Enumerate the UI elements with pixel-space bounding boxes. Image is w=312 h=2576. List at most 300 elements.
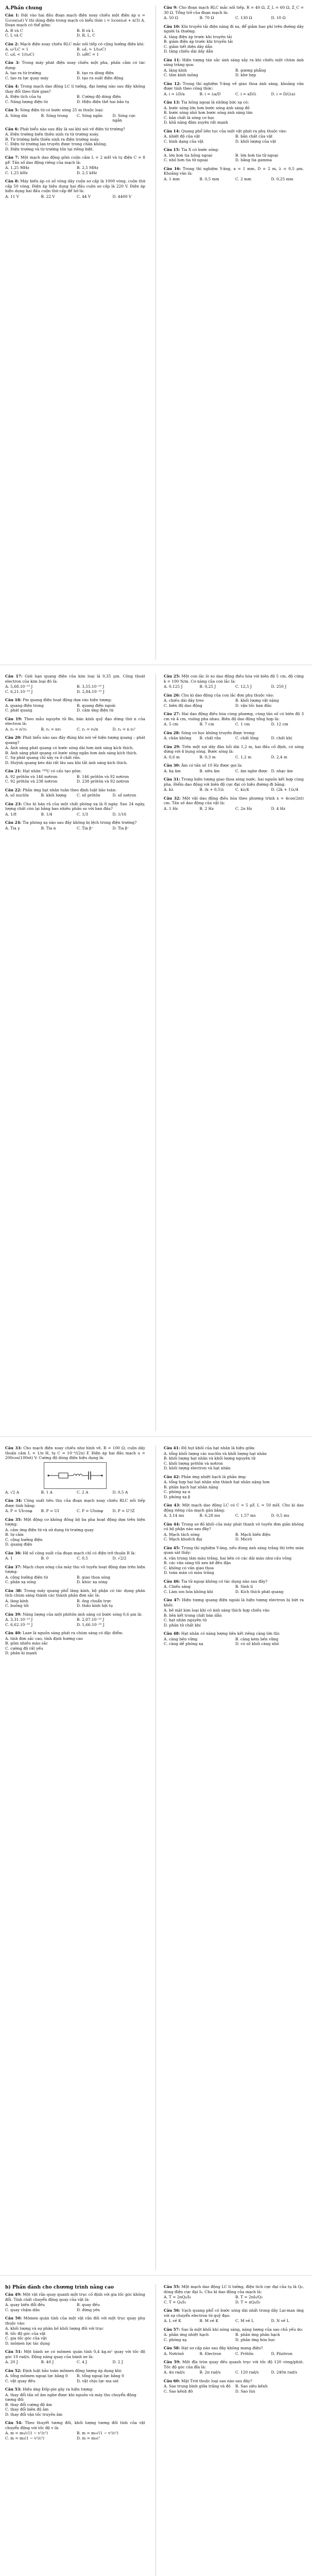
question-text: Một mạch dao động LC có C = 5 μF, L = 50 mH. Chu kì dao động riêng của mạch gần bằng:: [164, 1503, 304, 1513]
answer-option: C. phóng xạ: [164, 2337, 187, 2342]
answer-option: A. Tia γ: [5, 825, 20, 831]
question-number: Câu 59:: [164, 2360, 181, 2364]
question-number: Câu 20:: [5, 735, 22, 740]
answer-option: A. Chiếu sáng: [164, 1584, 191, 1589]
sheet-4-left-column: [5, 2279, 145, 2444]
answer-option: A. 1: [5, 1556, 13, 1561]
answer-option: C. 1/3: [77, 811, 88, 817]
question-stem: [5, 2316, 145, 2326]
question-stem: [5, 2368, 145, 2374]
answer-options: [164, 1513, 304, 1518]
answer-option: B. các vân sáng tối xen kẽ đều đặn: [164, 1561, 231, 1565]
question: [5, 735, 145, 765]
question: [164, 147, 304, 163]
question: [164, 81, 304, 97]
sheet-2-right-column: [164, 674, 304, 815]
question: [5, 60, 145, 80]
answer-option: B. 70 Ω: [199, 15, 214, 20]
question: [5, 788, 145, 798]
question-text: Vạch quang phổ có bước sóng dài nhất trong dãy Lai-man ứng với sự chuyển electron từ quỹ đạo:: [164, 2308, 304, 2318]
answer-option: D. 10 Ω: [271, 15, 286, 20]
answer-option: C. cường độ rất yếu: [5, 1646, 43, 1651]
answer-option: A. Điện tích của tụ: [5, 94, 41, 99]
question-number: Câu 55:: [164, 2284, 180, 2289]
question-number: Câu 30:: [164, 763, 180, 768]
question: [5, 127, 145, 152]
question-number: Câu 27:: [164, 711, 180, 716]
answer-option: C. vật quay đều: [5, 2378, 36, 2383]
answer-option: B. khối lượng hạt nhân và khối lượng nguyên tử: [164, 1456, 255, 1461]
question-number: Câu 6:: [5, 126, 19, 131]
question-number: Câu 35:: [5, 1517, 22, 1522]
answer-options: [5, 71, 145, 80]
answer-options: [164, 15, 304, 21]
question-text: Trong hiện tượng giao thoa sóng nước, hai nguồn kết hợp cùng pha. Điểm dao động với biên độ cực đại có hiệu đường đi bằng:: [164, 777, 304, 787]
question-stem: [5, 1498, 145, 1508]
question-number: Câu 3:: [5, 60, 20, 65]
question-list: [5, 2292, 145, 2441]
answer-options: [5, 812, 145, 817]
question: [164, 2284, 304, 2304]
question-text: Theo thuyết tương đối, khối lượng tương đối tính của vật chuyển động với tốc độ v là:: [5, 2420, 145, 2430]
question-text: Phản ứng nhiệt hạch là phản ứng:: [181, 1474, 247, 1479]
answer-option: D. 2,4 m: [271, 754, 287, 759]
question-text: Máy biến áp có số vòng dây cuộn sơ cấp là 1000 vòng, cuộn thứ cấp 50 vòng. Điện áp hiệu dụng hai đầu cuộn sơ cấp là 220 V. Điện áp hiệu dụng hai đầu cuộn thứ cấp để hở là:: [5, 179, 145, 193]
question-stem: [164, 100, 304, 105]
question-text: Sóng cơ học không truyền được trong:: [181, 730, 255, 735]
answer-option: D. nhạc âm: [271, 768, 293, 773]
question: [5, 155, 145, 175]
question-stem: [5, 1612, 145, 1617]
question-text: Trên một sợi dây đàn hồi dài 1,2 m, hai đầu cố định, có sóng dừng với 4 bụng sóng. Bước sóng là:: [164, 744, 304, 754]
question: [164, 693, 304, 708]
answer-option: B. 3,55.10⁻¹⁹ J: [77, 684, 105, 689]
question: [5, 2316, 145, 2346]
answer-options: [5, 2326, 145, 2346]
question-stem: [5, 60, 145, 70]
answer-option: A. bề mặt kim loại khi có ánh sáng thích hợp chiếu vào: [164, 1608, 270, 1613]
answer-option: A. R và C: [5, 28, 23, 33]
sheet-1-left-column: [5, 0, 145, 202]
question: [5, 179, 145, 199]
question-text: Trong máy quang phổ lăng kính, bộ phận có tác dụng phân tích chùm sáng thành các thành phần đơn sắc là:: [5, 1588, 145, 1598]
question-stem: [5, 735, 145, 745]
question: [164, 1579, 304, 1595]
answer-options: [5, 2393, 145, 2417]
answer-options: [164, 2295, 304, 2304]
answer-option: A. 5,68.10⁻¹⁹ J: [5, 684, 33, 689]
question-stem: [164, 1598, 304, 1607]
answer-option: C. Mạch khuếch đại: [164, 1537, 202, 1541]
answer-option: A. lớn hơn tia hồng ngoại: [164, 152, 213, 158]
question-text: Trong thí nghiệm Y-âng, a = 1 mm, D = 2 m, λ = 0,5 μm. Khoảng vân là:: [164, 166, 304, 176]
question-text: Cho đoạn mạch RLC mắc nối tiếp, R = 40 Ω, Z_L = 60 Ω, Z_C = 30 Ω. Tổng trở của đoạn mạch là:: [164, 5, 304, 15]
answer-option: A. phản ứng nhiệt hạch: [164, 2332, 209, 2337]
sheet-4: [0, 2279, 312, 2576]
question-number: Câu 26:: [164, 692, 180, 698]
answer-options: [5, 1599, 145, 1608]
answer-options: [5, 2302, 145, 2312]
answer-option: B. P = UI: [41, 1509, 59, 1513]
answer-option: A. nhiệt độ của vật: [164, 134, 200, 139]
question-number: Câu 24:: [5, 820, 22, 825]
question-stem: [164, 731, 304, 736]
answer-options: [164, 68, 304, 78]
answer-option: B. rₙ = nr₀: [41, 726, 61, 732]
answer-option: D. 4400 V: [112, 194, 132, 199]
question: [164, 1598, 304, 1628]
question-text: Âm có tần số 10 Hz được gọi là:: [181, 763, 242, 768]
answer-option: C. tấm kính mỏng: [164, 73, 198, 77]
question-number: Câu 47:: [164, 1598, 181, 1602]
answer-option: D. (2k + 1)λ/4: [271, 787, 299, 792]
question-text: Laze là nguồn sáng phát ra chùm sáng có đặc điểm:: [23, 1631, 124, 1635]
answer-option: D. Sóng cực ngắn: [112, 113, 136, 123]
question-stem: [5, 698, 145, 703]
answer-option: B. thay đổi cường độ âm: [5, 2402, 52, 2407]
question-text: Theo mẫu nguyên tử Bo, bán kính quỹ đạo dừng thứ n của electron là:: [5, 716, 145, 726]
question: [5, 717, 145, 732]
answer-option: D. Kích thích phát quang: [235, 1589, 284, 1594]
question-number: Câu 16:: [164, 166, 181, 171]
question-list: [164, 2284, 304, 2394]
answer-option: B. bản chất của vật: [235, 134, 273, 139]
question-stem: [164, 2327, 304, 2332]
question-number: Câu 36:: [5, 1550, 22, 1555]
question-number: Câu 4:: [5, 84, 19, 89]
answer-option: A. tổng khối lượng các nuclôn và khối lượng hạt nhân: [164, 1451, 267, 1456]
answer-option: D. 2 J: [112, 2360, 123, 2364]
question-text: Đặt vào hai đầu đoạn mạch điện xoay chiều một điện áp u = U₀cos(ωt) V thì dòng điện trong mạch có biểu thức i = I₀cos(ωt + π/3) A. Đoạn mạch có thể gồm:: [5, 13, 145, 27]
question-number: Câu 43:: [164, 1503, 181, 1507]
answer-option: D. Hiệu điện thế hai bản tụ: [77, 99, 129, 104]
question-number: Câu 12:: [164, 81, 181, 86]
answer-option: D. 240π rad/s: [271, 2370, 298, 2375]
answer-options: [5, 1556, 145, 1561]
question-stem: [164, 711, 304, 721]
question-number: Câu 46:: [164, 1579, 180, 1584]
question-number: Câu 34:: [5, 1498, 22, 1503]
question-stem: [5, 1517, 145, 1527]
question-number: Câu 17:: [5, 674, 23, 679]
answer-option: D. phóng xạ β: [164, 1494, 190, 1499]
answer-option: D. T = πQ₀/I₀: [235, 2299, 261, 2304]
answer-option: D. thấu kính hội tụ: [77, 1603, 113, 1608]
answer-option: A. khối lượng và sự phân bố khối lượng đối với trục: [5, 2326, 103, 2331]
question-list: [5, 1446, 145, 1656]
answer-options: [164, 684, 304, 689]
answer-option: D. 0,25 mm: [271, 176, 293, 181]
question: [5, 674, 145, 694]
answer-options: [5, 47, 145, 57]
answer-option: C. phát quang: [5, 708, 32, 713]
question-number: Câu 45:: [164, 1545, 180, 1550]
question-stem: [164, 129, 304, 134]
answer-option: C. 1 cm: [235, 722, 250, 726]
answer-option: B. bước sóng nhỏ hơn bước sóng ánh sáng tím: [164, 110, 253, 115]
answer-option: B. Electron: [199, 2351, 221, 2356]
answer-option: D. m = m₀c²: [77, 2435, 100, 2441]
answer-options: [164, 722, 304, 727]
answer-options: [164, 806, 304, 811]
question: [5, 820, 145, 831]
question-number: Câu 57:: [164, 2327, 180, 2332]
question-text: Trong mạch dao động LC lí tưởng, đại lượng nào sau đây không thay đổi theo thời gian?: [5, 84, 145, 94]
answer-options: [5, 2374, 145, 2383]
answer-options: [5, 793, 145, 798]
question-stem: [164, 1446, 304, 1451]
question-text: Một vật dao động điều hòa theo phương trình x = 4cos(2πt) cm. Tần số dao động của vật là:: [164, 795, 304, 805]
question-text: Sóng điện từ có bước sóng 25 m thuộc loại:: [20, 108, 103, 112]
question: [164, 2327, 304, 2343]
question-text: Trong máy phát điện xoay chiều một pha, phần cảm có tác dụng:: [5, 60, 146, 70]
answer-option: D. 2,84.10⁻¹⁹ J: [77, 689, 105, 694]
question-stem: [5, 127, 145, 132]
question: [164, 1446, 304, 1471]
column-divider: [155, 1446, 156, 2270]
answer-option: D. 0,5 A: [112, 1489, 128, 1495]
question-number: Câu 42:: [164, 1474, 180, 1479]
answer-option: B. 6,28 ms: [199, 1513, 220, 1518]
answer-options: [5, 28, 145, 38]
answer-option: C. 6,21.10⁻¹⁹ J: [5, 689, 33, 694]
answer-options: [164, 2318, 304, 2324]
answer-option: C. gia tốc góc của vật: [5, 2336, 47, 2341]
question-text: Trong sơ đồ khối của máy phát thanh vô tuyến đơn giản không có bộ phận nào sau đây?: [164, 1521, 304, 1531]
question-number: Câu 60:: [164, 2378, 180, 2383]
answer-option: B. 2π rad/s: [199, 2370, 221, 2375]
answer-option: C. M về L: [235, 2318, 254, 2323]
answer-option: B. 1 A: [41, 1489, 53, 1495]
question-stem: [164, 2284, 304, 2294]
answer-option: C. phóng xạ α: [164, 1489, 190, 1494]
answer-option: C. 120 rad/s: [235, 2370, 259, 2375]
question: [5, 1498, 145, 1514]
question: [164, 2379, 304, 2394]
answer-option: B. 1/4: [41, 811, 53, 817]
answer-option: A. 4π rad/s: [164, 2370, 185, 2375]
column-divider: [155, 674, 156, 1431]
answer-option: C. hạt nhân nguyên tử: [164, 1618, 207, 1622]
answer-option: C. Tia β⁺: [77, 825, 94, 831]
answer-option: A. 0,125 J: [164, 684, 183, 689]
sheet-4-right-column: [164, 2284, 304, 2397]
question: [164, 763, 304, 773]
question-stem: [164, 763, 304, 768]
answer-option: D. chất khí: [271, 736, 292, 740]
answer-option: C. Sao kềnh đỏ: [164, 2388, 193, 2394]
question-text: Phản ứng hạt nhân tuân theo định luật bảo toàn:: [23, 787, 117, 792]
answer-options: [5, 132, 145, 151]
question-number: Câu 28:: [164, 730, 180, 735]
answer-option: B. càng kém bền vững: [235, 1636, 279, 1641]
question-list: [164, 1446, 304, 1647]
answer-option: A. số nuclôn: [5, 793, 29, 798]
answer-option: C. i = aD/λ: [235, 91, 256, 96]
question-stem: [5, 769, 145, 774]
answer-option: A. 1/8: [5, 811, 16, 817]
question-text: Mạch chọn sóng của máy thu vô tuyến hoạt động dựa trên hiện tượng:: [5, 1564, 145, 1574]
question-text: Trong thí nghiệm Y-âng, nếu dùng ánh sáng trắng thì trên màn quan sát thấy:: [164, 1545, 304, 1555]
answer-option: D. khả năng đâm xuyên rất mạnh: [164, 120, 228, 125]
answer-option: B. liên kết trong chất bán dẫn: [164, 1613, 222, 1618]
answer-option: A. 1,25 MHz: [5, 165, 29, 170]
answer-option: A. hạ âm: [164, 768, 181, 773]
question-stem: [5, 802, 145, 811]
answer-option: C. 2 A: [77, 1489, 89, 1495]
question-text: Năng lượng của một phôtôn ánh sáng có bước sóng 0,6 μm là:: [23, 1612, 143, 1617]
question-text: Một vật rắn quay quanh một trục cố định với gia tốc góc không đổi. Tính chất chuyển động quay của vật là:: [5, 2292, 145, 2302]
answer-option: D. toàn màn có màu trắng: [164, 1570, 214, 1575]
answer-options: [5, 1575, 145, 1585]
question-text: Cho mạch điện xoay chiều như hình vẽ, R = 100 Ω, cuộn dây thuần cảm L = 1/π H, tụ C = 10⁻⁴/(2π) F. Điện áp hai đầu mạch u = 200cos(100πt) V. Cường độ dòng điện hiệu dụng là:: [5, 1446, 145, 1460]
question-number: Câu 54:: [5, 2420, 23, 2425]
answer-option: D. phân kì mạnh: [5, 1651, 37, 1655]
question-text: Tia phóng xạ nào sau đây không bị lệch trong điện trường?: [23, 820, 137, 825]
question-text: Mômen quán tính của một vật rắn đối với một trục quay phụ thuộc vào:: [5, 2316, 145, 2326]
question-stem: [5, 108, 145, 113]
answer-option: A. 5 cm: [164, 722, 179, 726]
answer-option: D. phản ứng hóa học: [235, 2337, 275, 2342]
question-stem: [164, 1579, 304, 1584]
question: [164, 58, 304, 78]
answer-option: B. Sinh lí: [235, 1584, 253, 1589]
answer-option: A. 20 J: [5, 2360, 18, 2364]
answer-option: B. 2,07.10⁻¹⁹ J: [77, 1617, 105, 1622]
answer-options: [5, 745, 145, 765]
answer-option: B. 0,3 m: [199, 754, 216, 759]
answer-options: [164, 2332, 304, 2342]
question-stem: [164, 674, 304, 684]
answer-option: B. 0,25 J: [199, 684, 216, 689]
question-stem: [164, 166, 304, 176]
question-number: Câu 44:: [164, 1521, 180, 1527]
answer-options: [5, 113, 145, 123]
answer-option: A. T = 2πQ₀/I₀: [164, 2295, 191, 2299]
answer-option: A. 0,6 m: [164, 754, 180, 759]
answer-option: D. 2,5 kHz: [77, 170, 97, 175]
answer-option: C. 92 prôtôn và 238 nơtron: [5, 779, 58, 784]
answer-option: C. P = UIsinφ: [77, 1509, 103, 1513]
answer-option: A. 3,14 ms: [164, 1513, 184, 1518]
answer-option: C. tạo ra lực quay máy: [5, 75, 49, 80]
answer-options: [5, 1636, 145, 1656]
answer-options: [164, 2370, 304, 2375]
answer-option: B. Sóng trung: [41, 113, 68, 118]
question-number: Câu 1:: [5, 13, 20, 18]
answer-option: C. Sóng ngắn: [77, 113, 103, 118]
answer-option: B. 0,5 mm: [199, 176, 219, 181]
answer-option: D. rₙ = n r₀²: [112, 726, 136, 732]
question-text: Hiện tượng tán sắc ánh sáng xảy ra khi chiếu một chùm ánh sáng trắng qua:: [164, 57, 304, 67]
answer-option: C. 1,57 ms: [235, 1513, 256, 1518]
answer-option: D. ωRC = 1: [77, 52, 99, 57]
answer-option: C. 4 J: [77, 2360, 88, 2364]
answer-option: B. ống chuẩn trực: [77, 1598, 112, 1603]
question-stem: [5, 2387, 145, 2392]
question-number: Câu 22:: [5, 787, 22, 792]
answer-option: A. √2 A: [5, 1489, 20, 1495]
answer-options: [5, 1528, 145, 1547]
question-text: Tia hồng ngoại là những bức xạ có:: [181, 100, 249, 105]
question: [164, 129, 304, 144]
answer-option: B. m = m₀√(1 − v²/c²): [77, 2431, 118, 2435]
question-text: Hiện tượng quang điện ngoài là hiện tượng electron bị bứt ra khỏi:: [164, 1598, 304, 1607]
answer-option: A. Sao trung bình giữa trắng và đỏ: [164, 2384, 231, 2388]
answer-option: B. 2 Hz: [199, 806, 214, 811]
question: [164, 1503, 304, 1518]
part-a-title: A.Phần chung: [5, 5, 42, 11]
question: [5, 1565, 145, 1585]
answer-option: D. 1/16: [112, 811, 127, 817]
question: [5, 1612, 145, 1628]
answer-option: A. chân không: [164, 736, 192, 740]
answer-options: [5, 684, 145, 694]
answer-options: [164, 1480, 304, 1499]
answer-options: [5, 826, 145, 831]
question: [5, 2349, 145, 2365]
question-text: Trong thí nghiệm Y-âng về giao thoa ánh sáng, khoảng vân được tính theo công thức:: [164, 81, 304, 91]
question-text: Chu kì dao động của con lắc đơn phụ thuộc vào:: [181, 692, 274, 698]
question-stem: [5, 1446, 145, 1461]
question-number: Câu 19:: [5, 716, 23, 721]
sheet-2: [0, 669, 312, 1437]
question: [5, 84, 145, 104]
question-stem: [5, 2349, 145, 2359]
question-text: Sao là một khối khí nóng sáng, năng lượng của sao chủ yếu do:: [181, 2327, 303, 2332]
answer-option: C. m = m₀(1 − v²/c²): [5, 2435, 45, 2441]
question: [5, 2368, 145, 2384]
sheet-3-right-column: [164, 1446, 304, 1650]
answer-option: B. 146 prôtôn và 92 nơtron: [77, 774, 129, 779]
sheet-3-left-column: [5, 1446, 145, 1659]
question-text: Quang phổ liên tục của một vật phát ra phụ thuộc vào:: [181, 128, 287, 133]
answer-option: A. tổng mômen ngoại lực bằng 0: [5, 2374, 68, 2378]
answer-option: C. 12,5 J: [235, 684, 252, 689]
answer-options: [5, 703, 145, 713]
sheet-2-left-column: [5, 674, 145, 834]
question-stem: [164, 1475, 304, 1480]
answer-option: A. quay biến đổi đều: [5, 2302, 45, 2307]
sheet-1: [0, 0, 312, 665]
answer-option: B. 0: [41, 1556, 49, 1561]
question-stem: [164, 1522, 304, 1532]
answer-option: C. số prôtôn: [77, 793, 100, 798]
answer-option: C. 2π Hz: [235, 806, 252, 811]
answer-options: [164, 134, 304, 144]
question-text: Một đĩa tròn quay đều quanh trục với tốc độ 120 vòng/phút. Tốc độ góc của đĩa là:: [164, 2360, 304, 2369]
answer-option: D. Tia β⁻: [112, 825, 130, 831]
column-divider: [155, 5, 156, 659]
answer-option: D. khe hẹp: [235, 73, 256, 77]
question: [164, 1475, 304, 1500]
question-text: Tia X có bước sóng:: [181, 147, 219, 152]
answer-option: C. 6,62.10⁻¹⁹ J: [5, 1622, 33, 1627]
question: [164, 674, 304, 689]
answer-option: B. khối lượng: [41, 793, 67, 798]
answer-option: A. L về K: [164, 2318, 181, 2323]
question: [5, 2292, 145, 2312]
answer-option: B. siêu âm: [199, 768, 220, 773]
question-number: Câu 2:: [5, 41, 19, 46]
question-text: Hai dao động điều hòa cùng phương, cùng tần số có biên độ 3 cm và 4 cm, vuông pha nhau. Biên độ dao động tổng hợp là:: [164, 711, 304, 721]
question-number: Câu 50:: [5, 2316, 22, 2320]
answer-option: B. ωL > 1/(ωC): [77, 47, 106, 52]
answer-option: B. gương phẳng: [235, 67, 266, 73]
answer-option: B. chất rắn: [199, 736, 221, 740]
answer-option: C. chất lỏng: [235, 736, 259, 740]
answer-option: D. đứng yên: [77, 2307, 100, 2312]
